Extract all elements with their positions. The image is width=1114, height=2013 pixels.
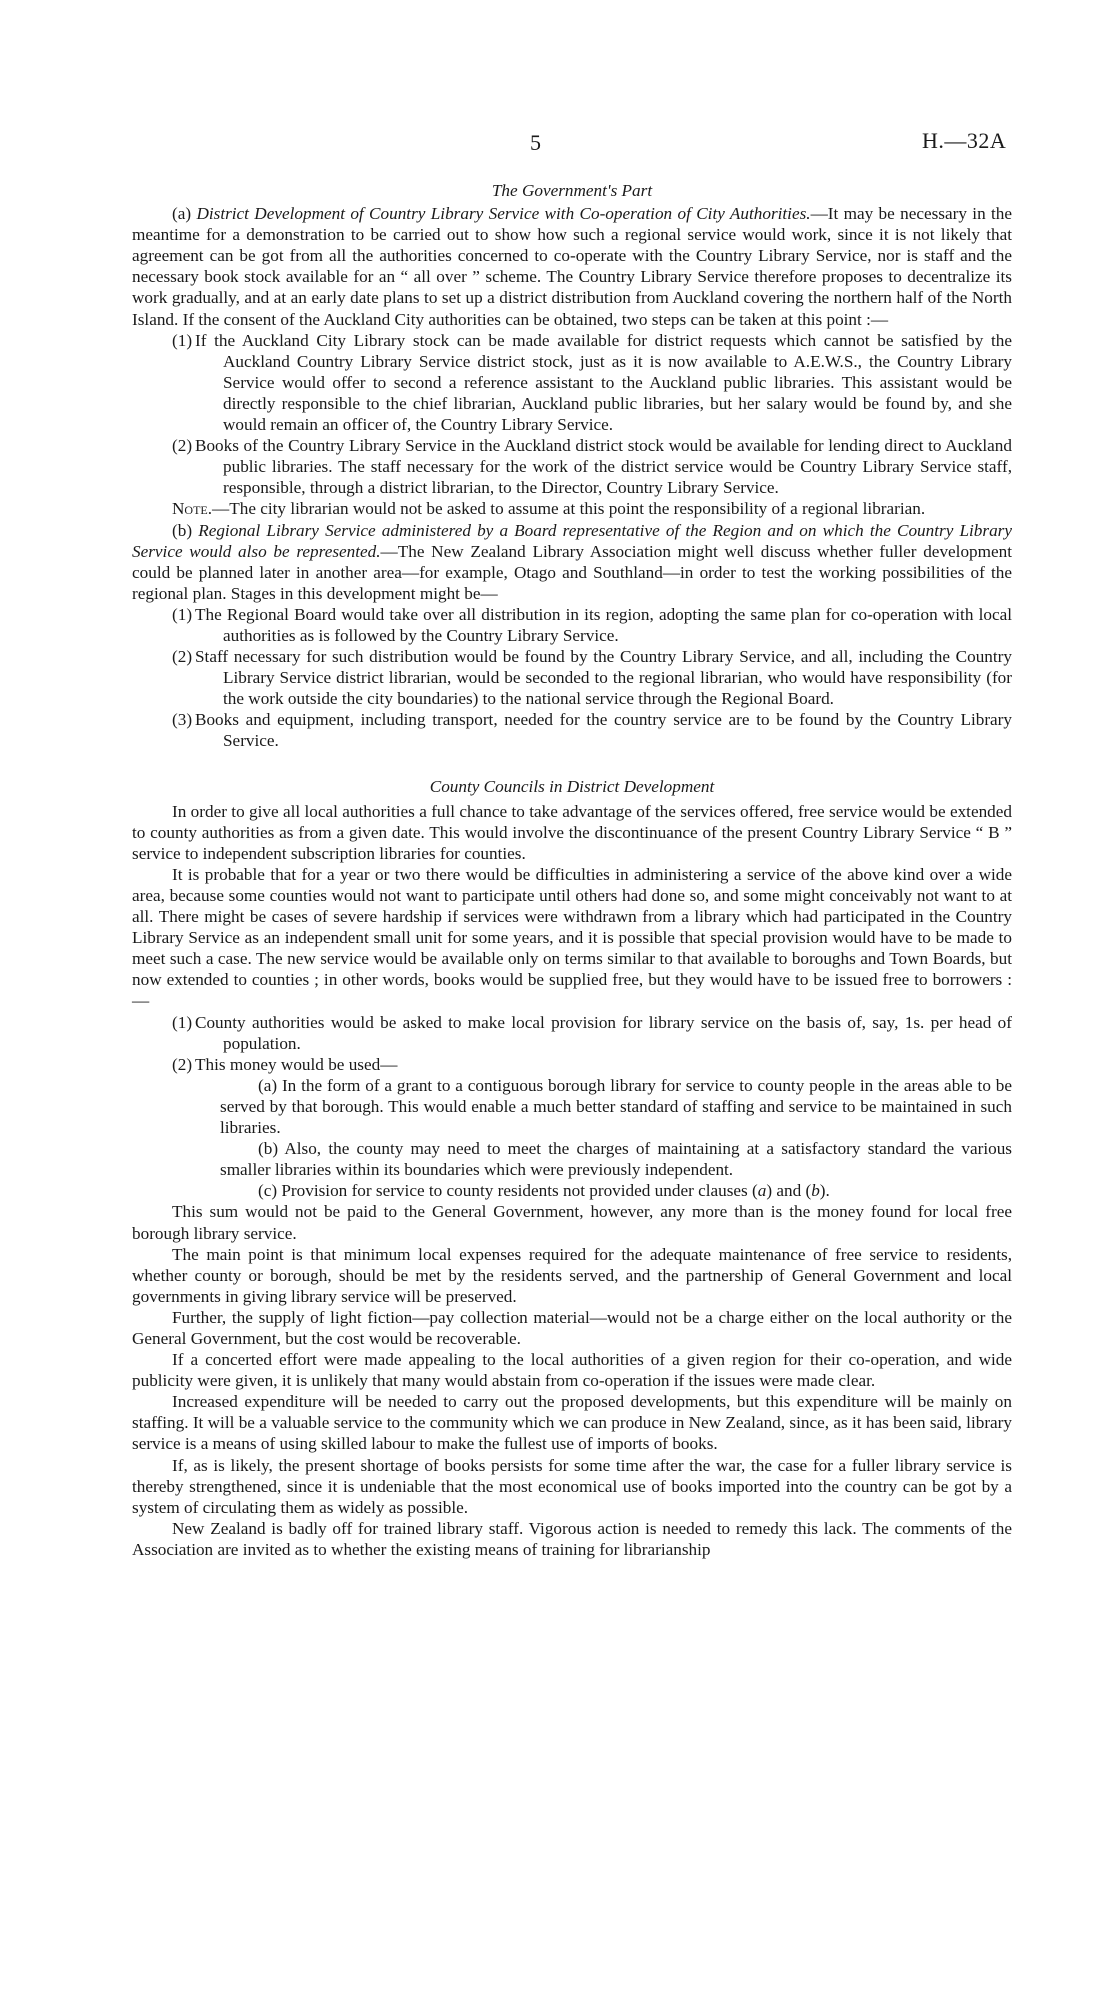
sub-clause-text: In the form of a grant to a contiguous borough library for service to county people in the areas able to be served by that borough. This would enable a much better standard of staffing and service to be maintained in such libraries. [220, 1075, 1012, 1138]
sub-clause-label: (a) [258, 1075, 278, 1095]
list-item [132, 646, 1012, 709]
paragraph: If, as is likely, the present shortage of books persists for some time after the war, the case for a fuller library service is thereby strengthened, since it is undeniable that the most economical use of books imported into the country can be got by a system of circulating them as widely as possible. [132, 1455, 1012, 1517]
paragraph: This sum would not be paid to the General Government, however, any more than is the money found for local free borough library service. [132, 1202, 1012, 1243]
paragraph: It is probable that for a year or two there would be difficulties in administering a service of the above kind over a wide area, because some counties would not want to participate until others had done so, and some might conceivably not want to at all. There might be cases of severe hardship if services were withdrawn from a library which had participated in the Country Library Service as an independent small unit for some years, and it is possible that special provision would have to be made to meet such a case. The new service would be available only on terms similar to that available to boroughs and Town Boards, but now extended to counties ; in other words, books would be supplied free, but they would have to be issued free to borrowers :— [132, 864, 1012, 1011]
list-item-text: The Regional Board would take over all distribution in its region, adopting the same plan for co-operation with local authorities as is followed by the Country Library Service. [195, 604, 1012, 645]
sub-clause [220, 1180, 1012, 1201]
paragraph: If a concerted effort were made appealing to the local authorities of a given region for their co-operation, and wide publicity were given, it is unlikely that many would abstain from co-operation if the issues were made clear. [132, 1350, 1012, 1391]
list-item [132, 709, 1012, 751]
list-item-text: If the Auckland City Library stock can be made available for district requests which cannot be satisfied by the Auckland Country Library Service district stock, just as it is now available to A.E.W.S., the Country Library Service would offer to second a reference assistant to the Auckland public libraries. This assistant would be directly responsible to the chief librarian, Auckland public libraries, but her salary would be found by, and she would remain an officer of, the Country Library Service. [195, 330, 1012, 435]
paragraph-b-title: Regional Library Service administered by a Board representative of the Region and on which the Country Library Service would also be represented. [132, 520, 1013, 561]
sub-clause-label: (c) [258, 1181, 278, 1201]
list-item-number: (2) [172, 1054, 193, 1074]
clause-ref-a: a [757, 1181, 767, 1201]
paragraph: The main point is that minimum local expenses required for the adequate maintenance of free service to residents, whether county or borough, should be met by the residents served, and the partnership of General Government and local governments in giving library service will be preserved. [132, 1244, 1012, 1306]
list-item-text: Staff necessary for such distribution would be found by the Country Library Service, and all, including the Country Library Service district librarian, would be seconded to the regional librarian, who would have responsibility (for the work outside the city boundaries) to the national service through the Regional Board. [195, 647, 1012, 709]
paragraph: Further, the supply of light fiction—pay collection material—would not be a charge either on the local authority or the General Government, but the cost would be recoverable. [132, 1307, 1012, 1348]
list-item-number: (1) [172, 1012, 193, 1032]
sub-clause [220, 1075, 1012, 1138]
list-item-text: County authorities would be asked to make local provision for library service on the basis of, say, 1s. per head of population. [195, 1012, 1012, 1053]
paragraph-a-text: —It may be necessary in the meantime for a demonstration to be carried out to show how such a regional service would work, since it is not likely that agreement can be got from all the authorities concerned to co-operate with the Country Library Service, nor is staff and the necessary book stock available for an “ all over ” scheme. The Country Library Service therefore proposes to decentralize its work gradually, and at an early date plans to set up a district distribution from Auckland covering the northern half of the North Island. If the consent of the Auckland City authorities can be obtained, two steps can be taken at this point :— [132, 204, 1013, 329]
paragraph-b [132, 520, 1012, 604]
paragraph: In order to give all local authorities a full chance to take advantage of the services offered, free service would be extended to county authorities as from a given date. This would involve the discontinuance of the present Country Library Service “ B ” service to independent subscription libraries for counties. [132, 801, 1012, 863]
list-item [132, 435, 1012, 498]
page-number: 5 [530, 130, 541, 155]
list-item-number: (1) [172, 604, 193, 624]
clause-ref-b: b [811, 1181, 820, 1201]
paragraph-a-title: District Development of Country Library Service with Co-operation of City Authorities. [196, 204, 811, 224]
list-item [132, 330, 1012, 435]
list-item [132, 1012, 1012, 1054]
paragraph-a [132, 203, 1012, 330]
list-item-number: (1) [172, 330, 193, 350]
sub-clause-text: ) and ( [766, 1181, 812, 1201]
sub-clause-text: Also, the county may need to meet the charges of maintaining at a satisfactory standard the various smaller libraries within its boundaries which were previously independent. [220, 1139, 1012, 1180]
list-item-text: This money would be used— [195, 1054, 398, 1074]
list-item [132, 604, 1012, 646]
document-body [132, 180, 1012, 1560]
sub-clause-text: Provision for service to county residents not provided under clauses ( [281, 1181, 758, 1201]
list-item-text: Books and equipment, including transport, needed for the country service are to be found by the Country Library Service. [195, 710, 1012, 751]
list-item [132, 1054, 1012, 1075]
note-label: Note. [172, 499, 213, 519]
note-text: —The city librarian would not be asked to assume at this point the responsibility of a regional librarian. [212, 499, 926, 519]
list-item-number: (3) [172, 710, 193, 730]
sub-clause-text: ). [819, 1181, 830, 1201]
note-paragraph [132, 498, 1012, 519]
sub-clause-label: (b) [258, 1139, 279, 1159]
document-reference: H.—32A [922, 128, 1007, 153]
paragraph: New Zealand is badly off for trained library staff. Vigorous action is needed to remedy this lack. The comments of the Association are invited as to whether the existing means of training for librarianship [132, 1518, 1012, 1559]
sub-clause [220, 1138, 1012, 1180]
paragraph-b-text: —The New Zealand Library Association might well discuss whether fuller development could be planned later in another area—for example, Otago and Southland—in order to test the working possibilities of the regional plan. Stages in this development might be— [132, 541, 1012, 603]
section-heading-government-part: The Government's Part [491, 181, 653, 200]
list-item-number: (2) [172, 647, 193, 667]
list-item-number: (2) [172, 436, 193, 456]
list-item-text: Books of the Country Library Service in the Auckland district stock would be available for lending direct to Auckland public libraries. The staff necessary for the work of the district service would be Country Library Service staff, responsible, through a district librarian, to the Director, Country Library Service. [195, 436, 1012, 498]
paragraph-a-label: (a) [172, 204, 192, 224]
paragraph-b-label: (b) [172, 520, 193, 540]
section-heading-county-councils: County Councils in District Development [429, 776, 715, 796]
paragraph: Increased expenditure will be needed to carry out the proposed developments, but this expenditure will be mainly on staffing. It will be a valuable service to the community which we can produce in New Zealand, since, as it has been said, library service is a means of using skilled labour to make the fullest use of imports of books. [132, 1392, 1012, 1454]
